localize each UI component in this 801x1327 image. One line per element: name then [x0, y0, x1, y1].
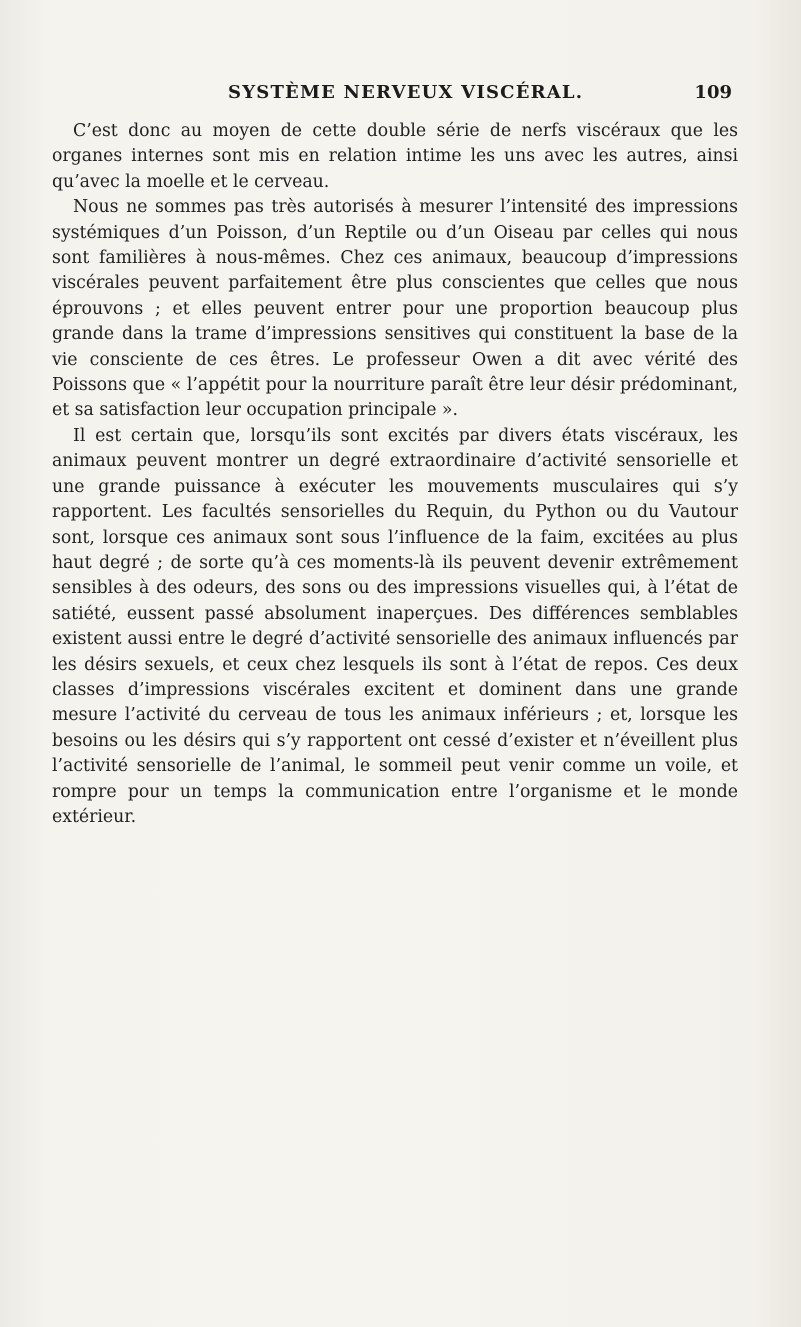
- running-header: [52, 82, 732, 106]
- paragraph-2: Nous ne sommes pas très autorisés à mesurer l’intensité des impressions systémiques d’un Poisson, d’un Reptile ou d’un Oiseau par celles qui nous sont familières à nous-mêmes. Chez ces animaux, beaucoup d’impressions viscérales peuvent parfaitement être plus conscientes que celles que nous éprouvons ; et elles peuvent entrer pour une proportion beaucoup plus grande dans la trame d’impressions sensitives qui constituent la base de la vie consciente de ces êtres. Le professeur Owen a dit avec vérité des Poissons que « l’appétit pour la nourriture paraît être leur désir prédominant, et sa satisfaction leur occupation principale ».: [52, 197, 738, 421]
- page-number: 109: [694, 82, 732, 103]
- paragraph-1: C’est donc au moyen de cette double série de nerfs viscéraux que les organes internes sont mis en relation intime les uns avec les autres, ainsi qu’avec la moelle et le cerveau.: [52, 121, 738, 192]
- body-text: [52, 119, 738, 830]
- paragraph-3: Il est certain que, lorsqu’ils sont excités par divers états viscéraux, les animaux peuvent montrer un degré extraordinaire d’activité sensorielle et une grande puissance à exécuter les mouvements musculaires qui s’y rapportent. Les facultés sensorielles du Requin, du Python ou du Vautour sont, lorsque ces animaux sont sous l’influence de la faim, excitées au plus haut degré ; de sorte qu’à ces moments-là ils peuvent devenir extrêmement sensibles à des odeurs, des sons ou des impressions visuelles qui, à l’état de satiété, eussent passé absolument inaperçues. Des différences semblables existent aussi entre le degré d’activité sensorielle des animaux influencés par les désirs sexuels, et ceux chez lesquels ils sont à l’état de repos. Ces deux classes d’impressions viscérales excitent et dominent dans une grande mesure l’activité du cerveau de tous les animaux inférieurs ; et, lorsque les besoins ou les désirs qui s’y rapportent ont cessé d’exister et n’éveillent plus l’activité sensorielle de l’animal, le sommeil peut venir comme un voile, et rompre pour un temps la communication entre l’organisme et le monde extérieur.: [52, 425, 738, 827]
- running-title: SYSTÈME NERVEUX VISCÉRAL.: [228, 82, 584, 103]
